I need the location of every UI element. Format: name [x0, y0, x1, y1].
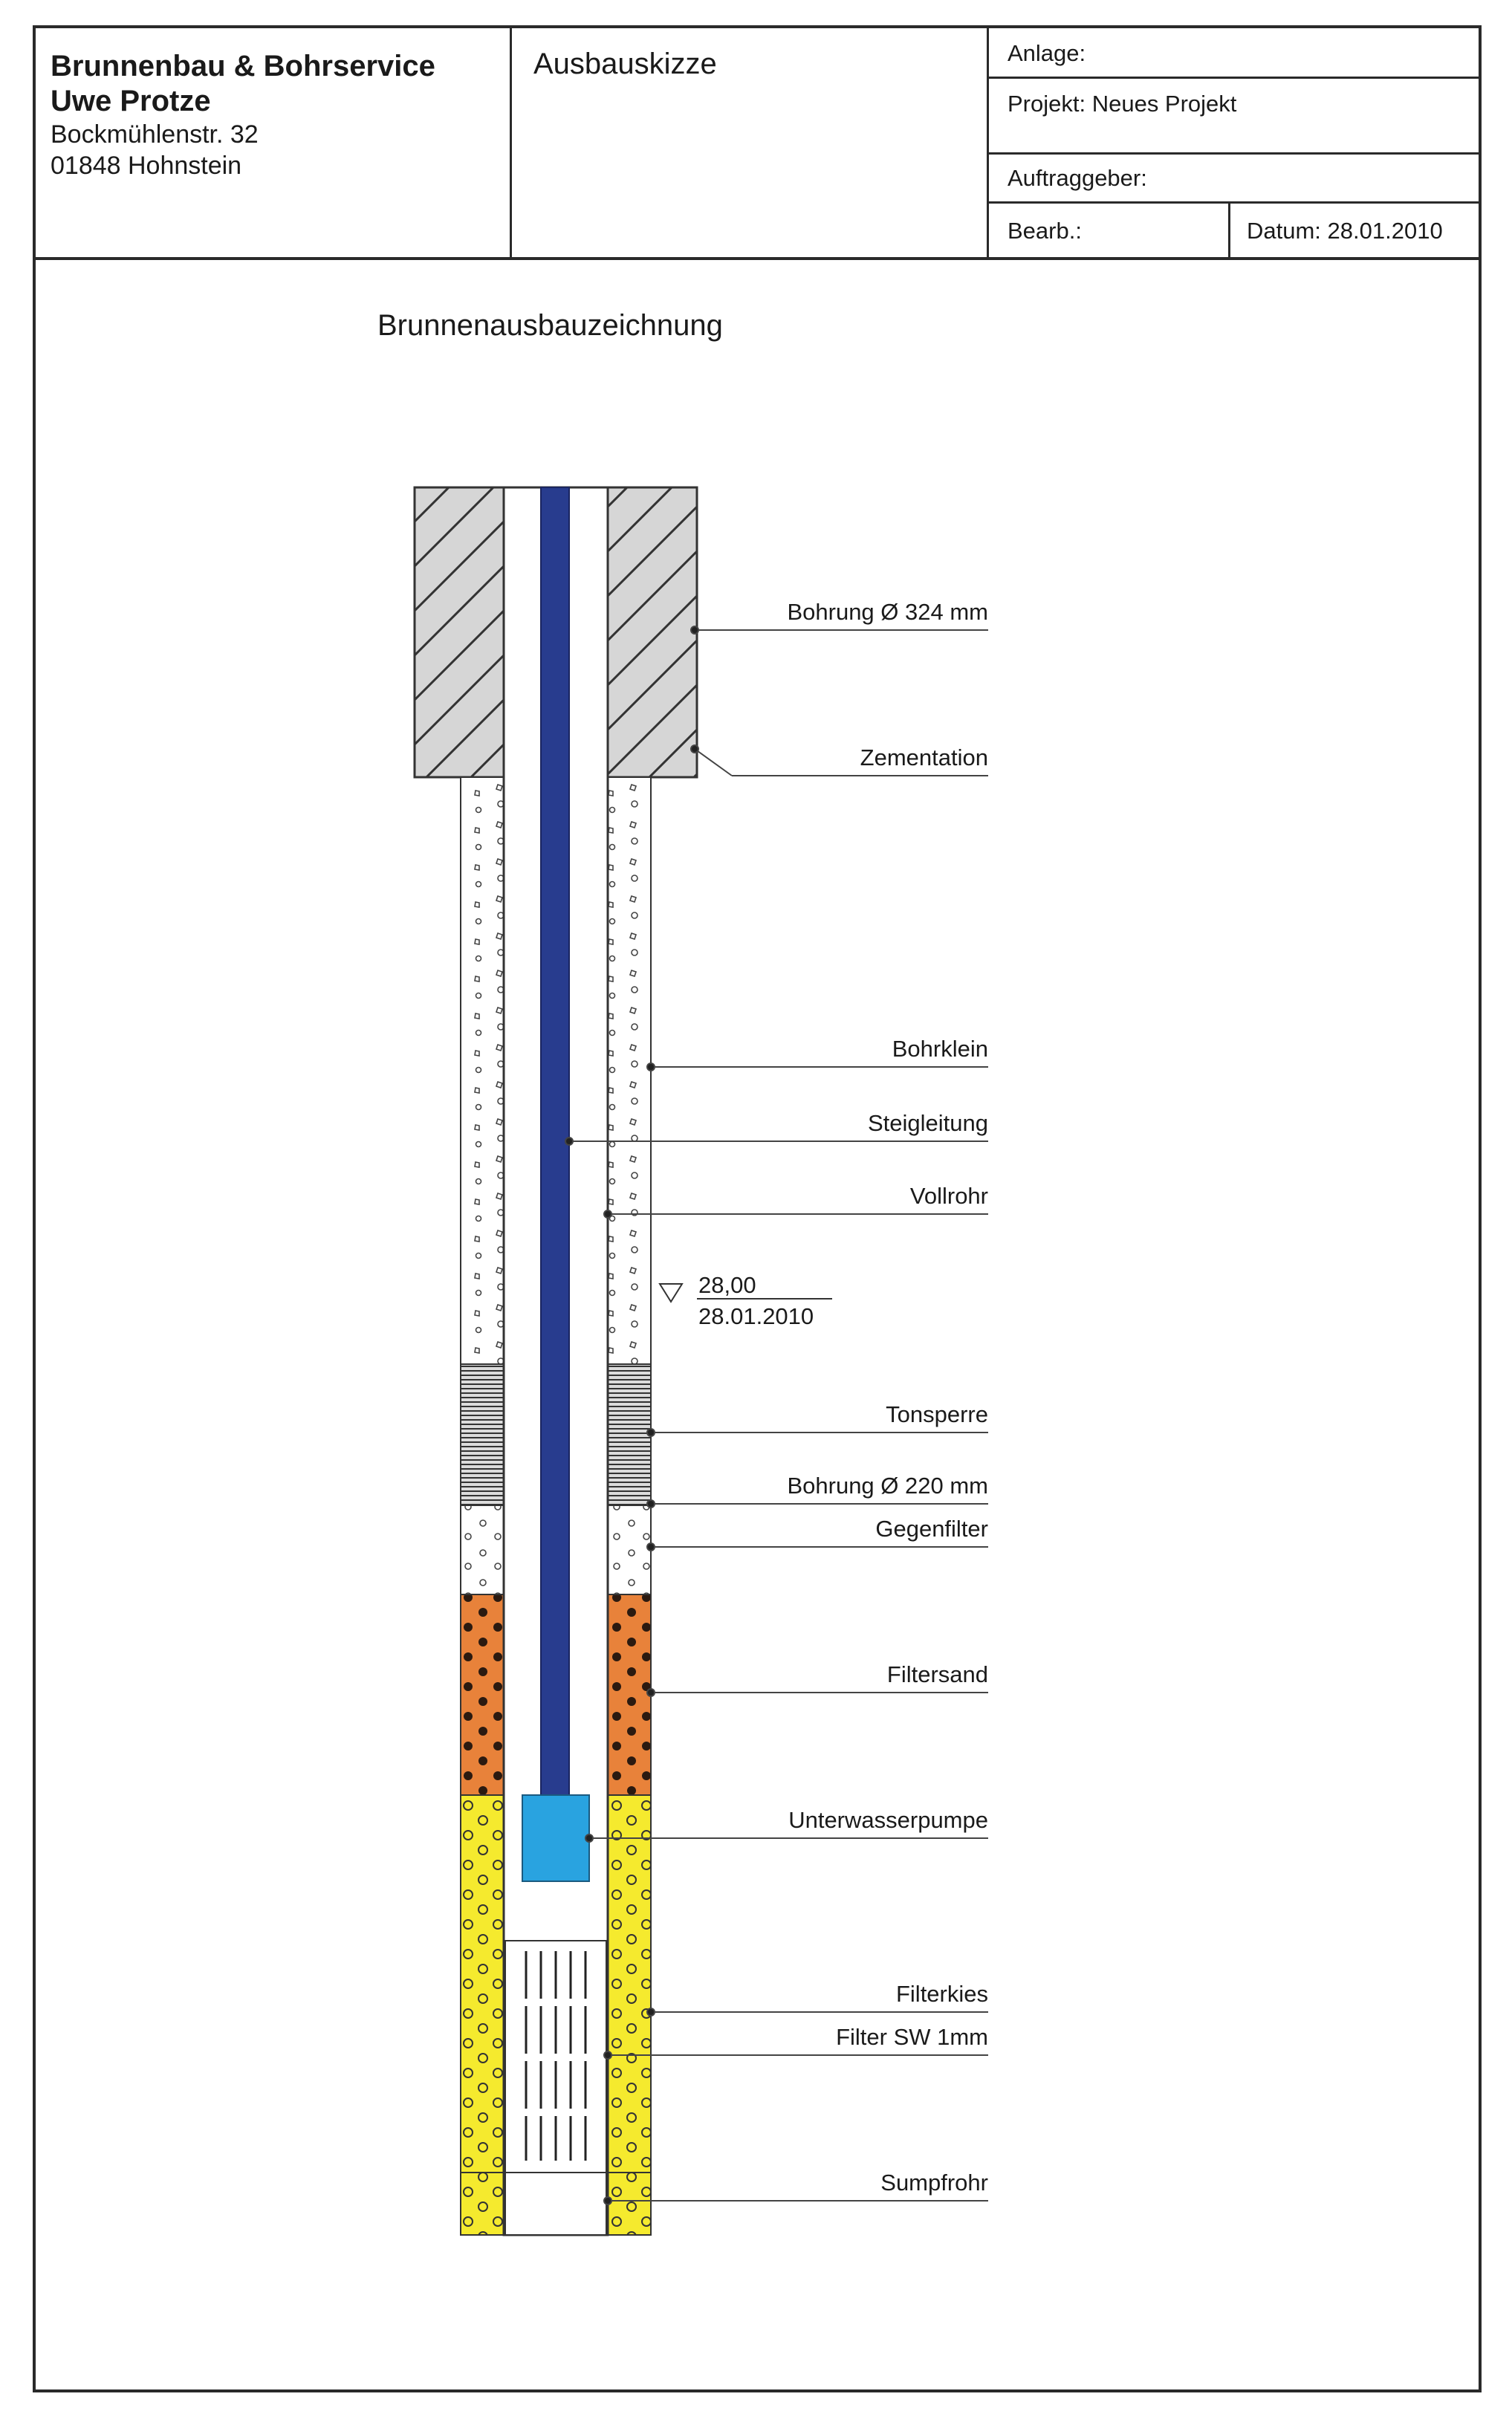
cuttings-right [608, 777, 651, 1364]
label-unterwasserpumpe: Unterwasserpumpe [788, 1807, 988, 1833]
filter-gravel-right [608, 1795, 651, 2235]
submersible-pump [522, 1795, 589, 1881]
label-sumpfrohr: Sumpfrohr [880, 2170, 988, 2196]
company-line-2: Uwe Protze [51, 85, 211, 117]
counter-filter-left [461, 1505, 504, 1594]
label-vollrohr: Vollrohr [909, 1183, 988, 1209]
label-filterkies: Filterkies [895, 1981, 988, 2007]
label-steigleitung: Steigleitung [867, 1110, 988, 1136]
cementation-left [415, 487, 504, 777]
label-bohrklein: Bohrklein [892, 1036, 988, 1062]
water-level-date: 28.01.2010 [698, 1303, 814, 1329]
label-filter-sw: Filter SW 1mm [836, 2024, 988, 2050]
water-level-value: 28,00 [698, 1272, 756, 1298]
filter-gravel-left [461, 1795, 504, 2235]
label-bohrung-220: Bohrung Ø 220 mm [787, 1473, 988, 1499]
cementation-right [608, 487, 697, 777]
filter-sand-right [608, 1594, 651, 1795]
bearb-field: Bearb.: [1008, 218, 1082, 244]
water-level-icon [660, 1284, 682, 1302]
label-tonsperre: Tonsperre [886, 1401, 988, 1427]
company-line-1: Brunnenbau & Bohrservice [51, 50, 435, 82]
company-city: 01848 Hohnstein [51, 152, 242, 180]
label-filtersand: Filtersand [886, 1661, 988, 1687]
cuttings-left [461, 777, 504, 1364]
projekt-field: Projekt: Neues Projekt [1008, 91, 1237, 117]
auftraggeber-field: Auftraggeber: [1008, 165, 1147, 191]
document-title: Ausbauskizze [533, 48, 717, 80]
company-street: Bockmühlenstr. 32 [51, 120, 259, 149]
sump-pipe [505, 2173, 606, 2235]
datum-field: Datum: 28.01.2010 [1247, 218, 1443, 244]
filter-sand-left [461, 1594, 504, 1795]
label-zementation: Zementation [860, 744, 988, 770]
drawing-title: Brunnenausbauzeichnung [377, 309, 723, 342]
anlage-field: Anlage: [1008, 40, 1086, 66]
counter-filter-right [608, 1505, 651, 1594]
label-bohrung-324: Bohrung Ø 324 mm [787, 599, 988, 625]
clay-seal-left [461, 1364, 504, 1505]
clay-seal-right [608, 1364, 651, 1505]
label-gegenfilter: Gegenfilter [875, 1516, 988, 1542]
